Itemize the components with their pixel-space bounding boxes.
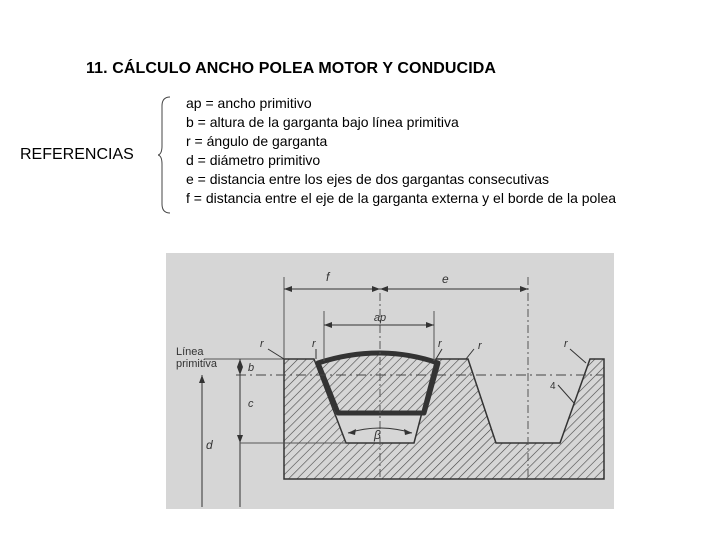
reference-item-e: e = distancia entre los ejes de dos gargantas consecutivas [186, 171, 550, 187]
label-primitiva: primitiva [176, 358, 217, 370]
label-e: e [442, 272, 449, 286]
label-4: 4 [550, 381, 556, 392]
belt-section [318, 353, 438, 413]
label-b: b [248, 362, 255, 374]
brace-icon [158, 96, 172, 214]
label-c: c [248, 398, 254, 410]
pulley-groove-diagram [166, 253, 614, 509]
references-label: REFERENCIAS [20, 146, 134, 163]
label-f: f [326, 270, 330, 284]
label-linea: Línea [176, 346, 204, 358]
label-r-4: r [478, 340, 482, 352]
reference-item-d: d = diámetro primitivo [186, 152, 321, 168]
reference-item-r: r = ángulo de garganta [186, 133, 328, 149]
label-r-1: r [260, 338, 264, 350]
label-r-2: r [312, 338, 316, 350]
label-r-3: r [438, 338, 442, 350]
reference-item-b: b = altura de la garganta bajo línea primitiva [186, 114, 459, 130]
label-ap: ap [373, 312, 387, 324]
reference-item-ap: ap = ancho primitivo [186, 95, 312, 111]
label-beta: β [374, 428, 381, 442]
references-list [186, 94, 616, 208]
page-title: 11. CÁLCULO ANCHO POLEA MOTOR Y CONDUCIDA [86, 60, 497, 77]
label-r-5: r [564, 338, 568, 350]
label-d: d [206, 438, 213, 452]
reference-item-f: f = distancia entre el eje de la garganta externa y el borde de la polea [186, 190, 617, 206]
